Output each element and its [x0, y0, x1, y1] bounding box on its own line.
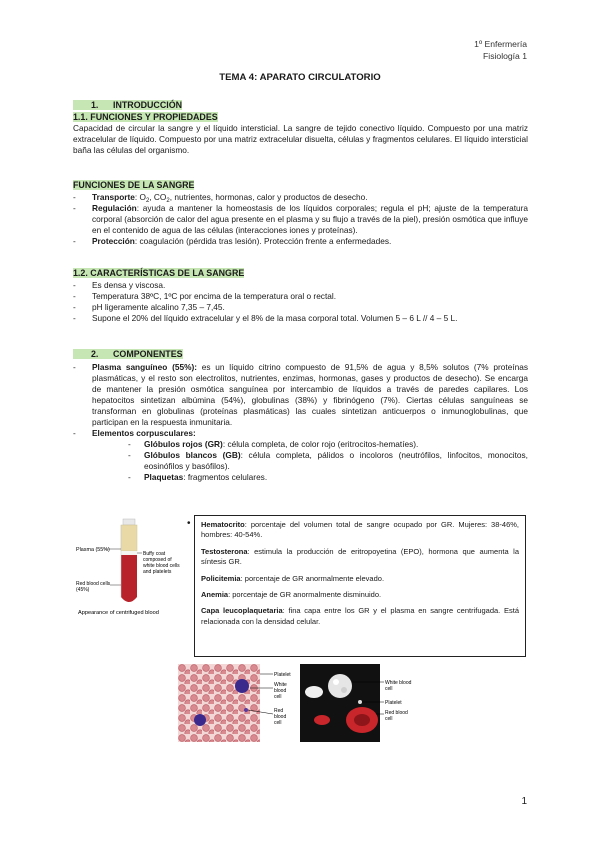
gr-label: Glóbulos rojos (GR)	[144, 439, 223, 449]
plaquetas-text: : fragmentos celulares.	[183, 472, 268, 482]
section-caracteristicas	[73, 268, 528, 324]
page-number: 1	[521, 796, 527, 807]
sem-rbc-label-2: cell	[385, 716, 393, 722]
policitemia-label: Policitemia	[201, 573, 241, 583]
plasma-label: Plasma sanguíneo (55%):	[92, 362, 197, 372]
buffy-label-4: and platelets	[143, 569, 172, 575]
smear-rbc-label-2: blood	[274, 714, 287, 720]
smear-background	[178, 664, 260, 742]
section-1-heading	[73, 100, 182, 110]
section-componentes	[73, 349, 528, 483]
centrifuged-blood-figure	[76, 515, 188, 619]
sem-white-cell-2	[305, 686, 323, 698]
tube-buffy-coat	[121, 551, 137, 555]
rbc-label-2: (45%)	[76, 587, 90, 593]
regulacion-label: Regulación	[92, 203, 137, 213]
def-hematocrito	[201, 520, 519, 541]
buffy-label-3: white blood cells	[143, 563, 180, 569]
sem-blood-figure	[300, 664, 412, 742]
section-2-title: COMPONENTES	[113, 349, 183, 359]
capa-label: Capa leucoplaquetaria	[201, 606, 283, 616]
section-2-heading	[73, 349, 183, 359]
policitemia-text: : porcentaje de GR anormalmente elevado.	[240, 573, 385, 583]
section-1-title: INTRODUCCIÓN	[113, 100, 183, 110]
sem-platelet	[358, 700, 362, 704]
box-bullet: •	[187, 518, 191, 529]
section-funciones	[73, 180, 528, 247]
list-item	[128, 450, 528, 472]
smear-wbc-label-1: White	[274, 682, 287, 688]
gb-label: Glóbulos blancos (GB)	[144, 450, 241, 460]
sem-wbc-label-2: cell	[385, 686, 393, 692]
sem-platelet-label: Platelet	[385, 700, 402, 706]
anemia-text: : porcentaje de GR anormalmente disminuido.	[228, 590, 382, 600]
definitions-box	[194, 515, 526, 657]
hematocrito-text: : porcentaje del volumen total de sangre ocupado por GR. Mujeres: 38-46%, hombres: 40-54%.	[201, 520, 519, 540]
list-item: - Es densa y viscosa.	[73, 280, 528, 291]
list-item	[73, 203, 528, 236]
list-item: - Temperatura 38ºC, 1ºC por encima de la temperatura oral o rectal.	[73, 291, 528, 302]
tube-plasma	[121, 525, 137, 551]
hematocrito-label: Hematocrito	[201, 520, 245, 529]
co2-subscript: 2	[166, 198, 170, 204]
buffy-label-2: composed of	[143, 557, 172, 563]
transporte-text: : O	[134, 192, 146, 202]
rbc-label-1: Red blood cells	[76, 581, 111, 587]
regulacion-text: : ayuda a mantener la homeostasis de los líquidos corporales; regula el pH; ajuste de la temperatura corporal (absorción de calor del agua presente en el plasma y su flujo a través de la piel), presión osmótica que influye en el contenido de agua de las células (interacciones iones y proteínas).	[92, 203, 528, 235]
list-item	[73, 192, 528, 203]
def-policitemia	[201, 574, 519, 584]
list-item: - pH ligeramente alcalino 7,35 – 7,45.	[73, 302, 528, 313]
plasma-figure-label: Plasma (55%)	[76, 547, 110, 553]
proteccion-label: Protección	[92, 236, 135, 246]
tube-cap	[123, 519, 135, 525]
smear-wbc-label-3: cell	[274, 694, 282, 700]
smear-rbc-label-1: Red	[274, 708, 284, 714]
funciones-heading: FUNCIONES DE LA SANGRE	[73, 180, 195, 190]
blood-smear-figure	[178, 664, 298, 742]
white-blood-cell-1	[235, 679, 249, 693]
smear-rbc-label-3: cell	[274, 720, 282, 726]
sem-rbc-label-1: Red blood	[385, 710, 408, 716]
section-1-number: 1.	[91, 100, 99, 110]
funciones-list	[73, 192, 528, 247]
anemia-label: Anemia	[201, 590, 229, 600]
caracteristicas-heading: 1.2. CARACTERÍSTICAS DE LA SANGRE	[73, 268, 245, 278]
componentes-list	[73, 362, 528, 483]
list-item	[73, 362, 528, 428]
tube-caption: Appearance of centrifuged blood	[78, 610, 159, 616]
sem-wbc-label-1: White blood	[385, 680, 412, 686]
white-blood-cell-2	[194, 714, 206, 726]
capa-text: : fina capa entre los GR y el plasma en sangre centrifugada. Está relacionada con la densidad celular.	[201, 606, 519, 626]
testosterona-label: Testosterona	[201, 546, 248, 556]
header-course: 1º Enfermería	[474, 39, 527, 49]
transporte-rest: , nutrientes, hormonas, calor y productos de desecho.	[169, 192, 368, 202]
transporte-label: Transporte	[92, 192, 135, 202]
proteccion-text: : coagulación (pérdida tras lesión). Protección frente a enfermedades.	[134, 236, 392, 246]
document-title: TEMA 4: APARATO CIRCULATORIO	[219, 72, 381, 83]
tube-red-cells	[121, 555, 137, 602]
testosterona-text: : estimula la producción de eritropoyetina (EPO), hormona que aumenta la síntesis GR.	[201, 546, 519, 567]
def-testosterona	[201, 547, 519, 568]
o2-subscript: 2	[145, 198, 150, 204]
buffy-label-1: Buffy coat	[143, 551, 166, 557]
gb-text: : célula completa, pálidos o incoloros (neutrófilos, linfocitos, monocitos, eosinófilos y basófilos).	[144, 450, 528, 471]
list-item	[73, 428, 528, 483]
page-header	[474, 38, 527, 62]
smear-wbc-label-2: blood	[274, 688, 287, 694]
elementos-label: Elementos corpusculares:	[92, 428, 196, 438]
list-item	[128, 472, 528, 483]
elementos-list	[92, 439, 528, 483]
list-item	[128, 439, 528, 450]
plaquetas-label: Plaquetas	[144, 472, 184, 482]
co2-text: , CO	[149, 192, 167, 202]
header-subject: Fisiología 1	[483, 51, 527, 61]
def-capa	[201, 606, 519, 627]
plasma-text: es un líquido citrino compuesto de 91,5% de agua y 8,5% solutos (7% proteínas plasmáticas, y el resto son electrolitos, nutrientes, enzimas, hormonas, gases y productos de desecho). Se encarga de mantener la presión osmótica sanguínea por intercambio de líquidos a través de paredes capilares. Los hepatocitos sintetizan albúmina (54%), globulinas (38%) y fibrinógeno (7%). Ciertas células sanguíneas se transforman en globulinas (proteínas plasmáticas) las cuales sintetizan anticuerpos o inmunoglobulinas, que participan en la respuesta inmunitaria.	[92, 362, 528, 427]
intro-paragraph: Capacidad de circular la sangre y el líquido intersticial. La sangre de tejido conectivo líquido. Compuesto por una matriz extracelular de líquido. Compuesto por una matriz extracelular disuelta, células y fragmentos celulares. El líquido intersticial baña las células del organismo.	[73, 123, 528, 155]
sem-white-cell	[328, 674, 352, 698]
subsection-1-1-heading: 1.1. FUNCIONES Y PROPIEDADES	[73, 112, 218, 122]
caracteristicas-list	[73, 280, 528, 324]
sem-red-cell-small	[314, 715, 330, 725]
gr-text: : célula completa, de color rojo (eritrocitos-hematíes).	[222, 439, 419, 449]
smear-platelet-label: Platelet	[274, 672, 291, 678]
section-2-number: 2.	[91, 349, 99, 359]
platelet-dot	[244, 708, 248, 712]
section-introduccion	[73, 100, 528, 156]
list-item	[73, 236, 528, 247]
list-item: - Supone el 20% del líquido extracelular y el 8% de la masa corporal total. Volumen 5 – 6 L // 4 – 5 L.	[73, 313, 528, 324]
def-anemia	[201, 590, 519, 600]
